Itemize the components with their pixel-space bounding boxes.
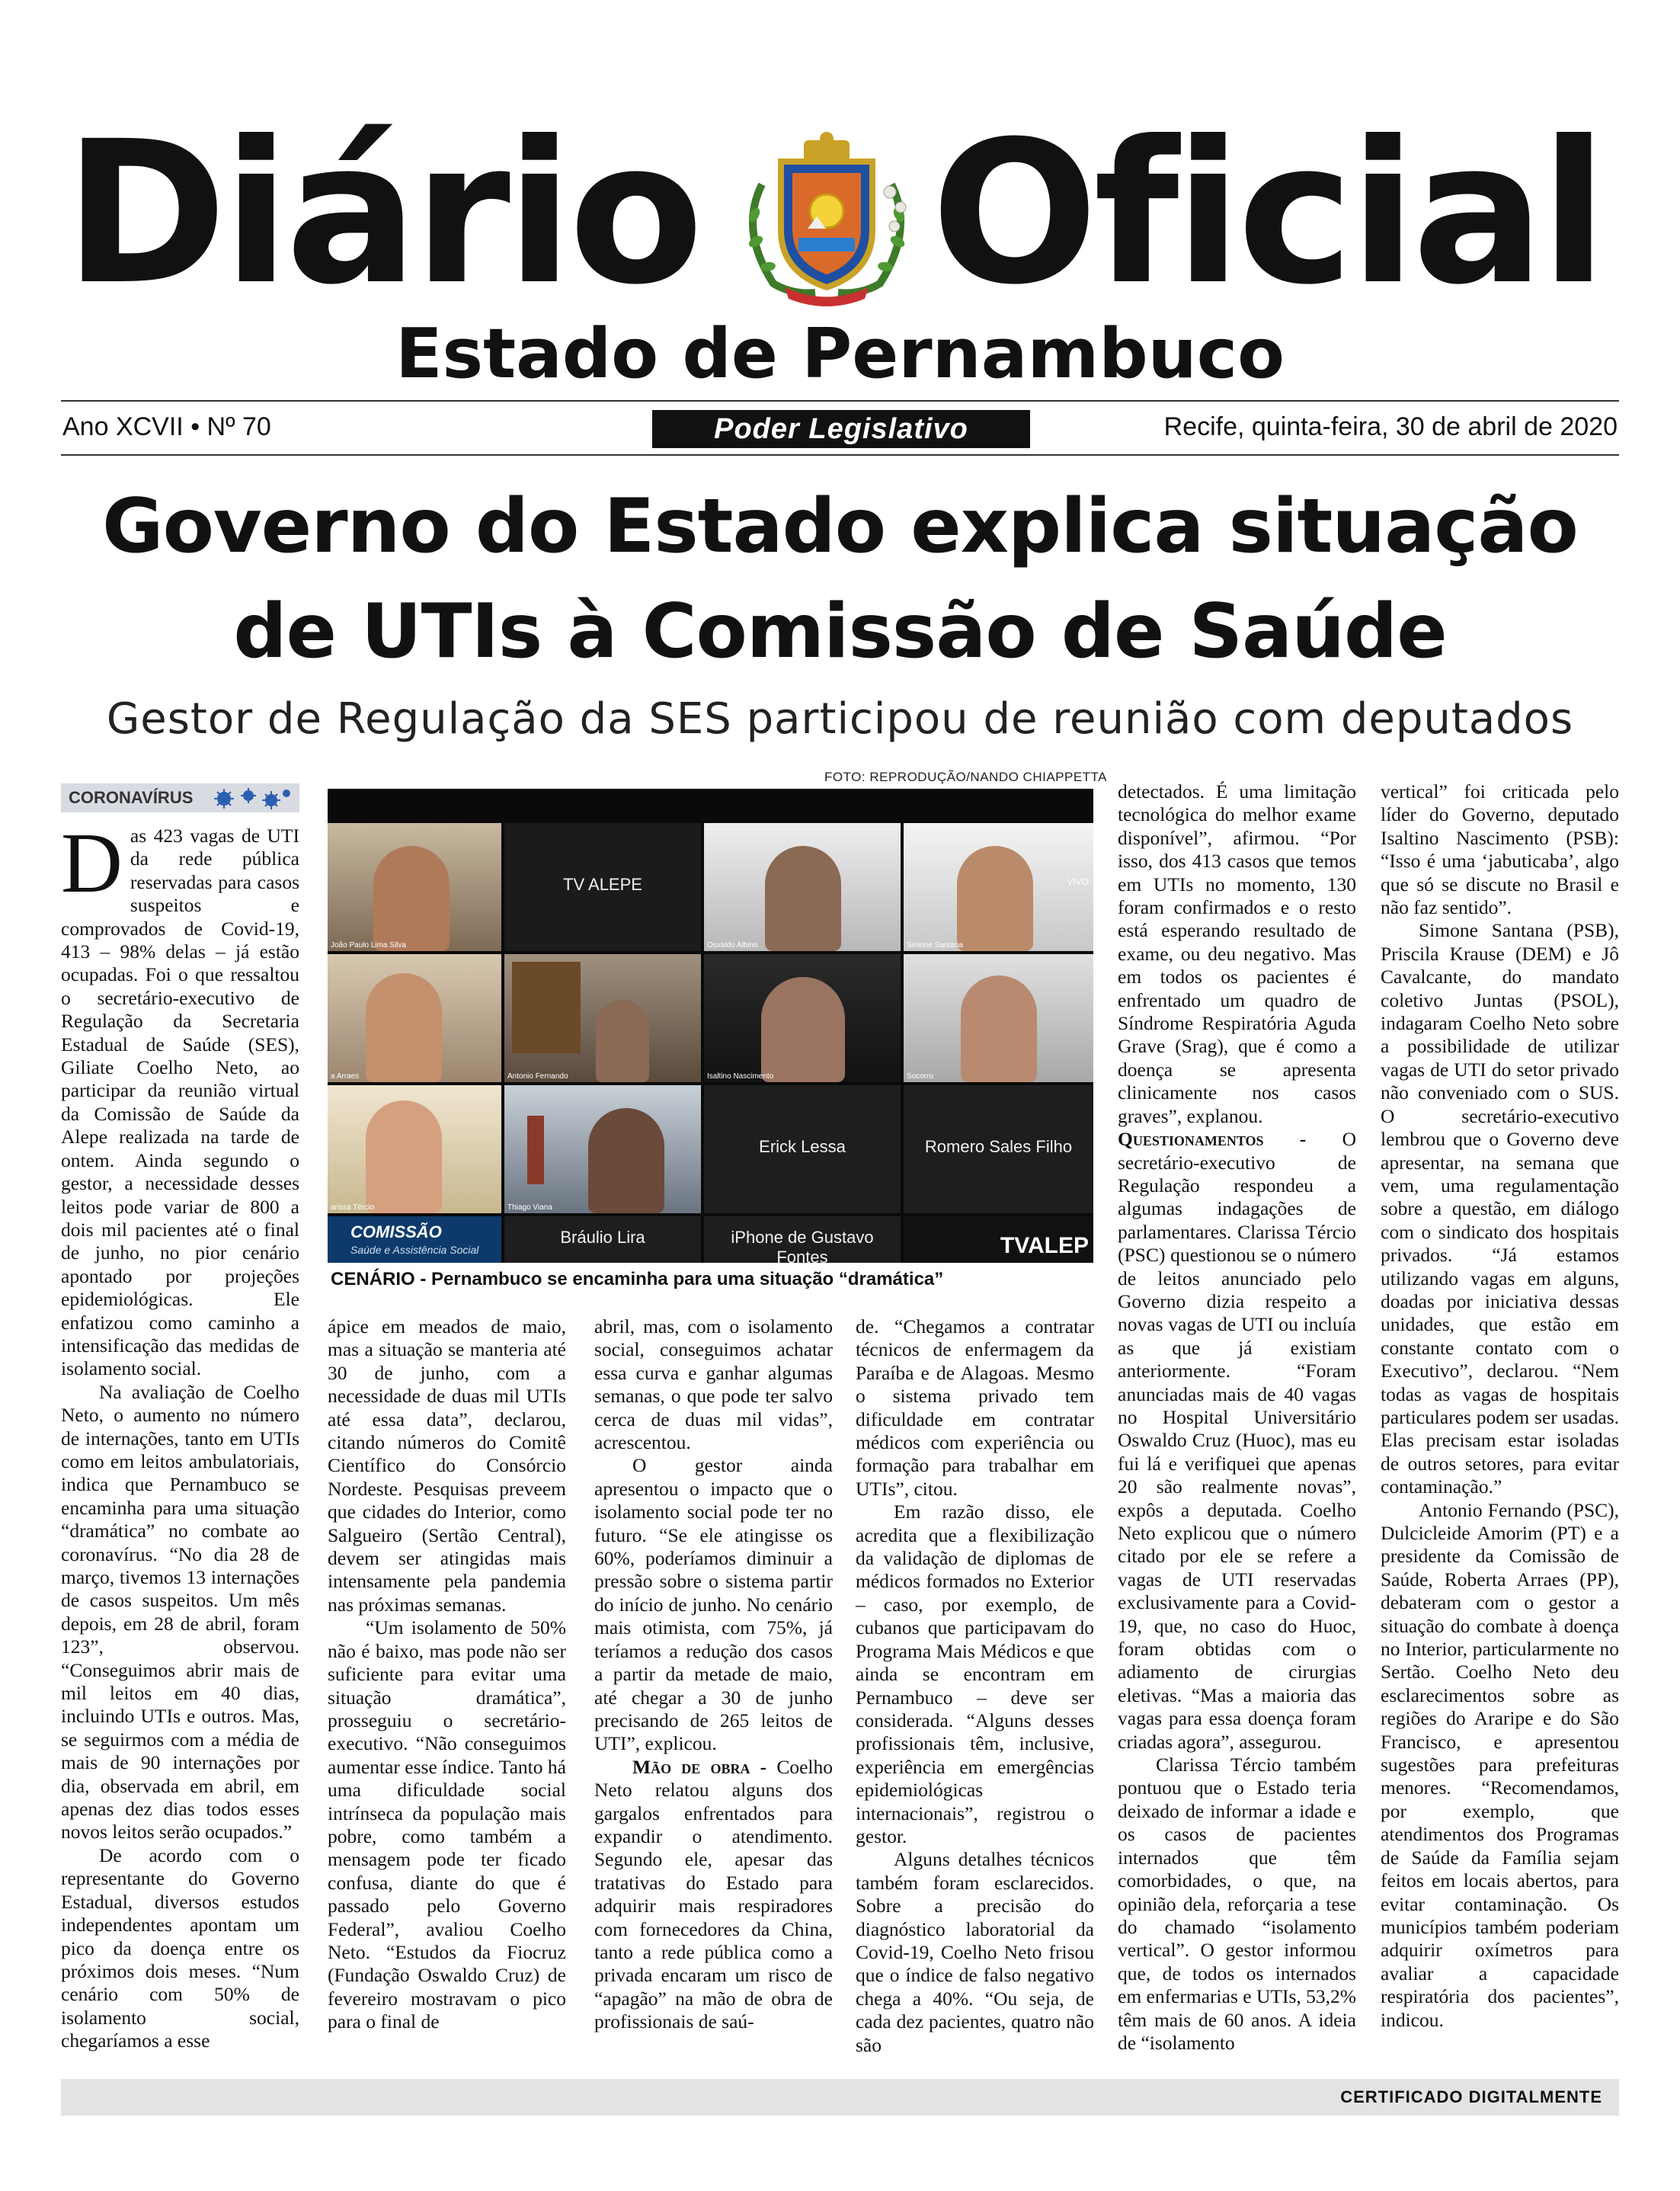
kicker [61, 783, 299, 812]
pernambuco-coat-of-arms-icon [731, 131, 922, 306]
participant-tile [904, 1085, 1093, 1213]
participant-tile [704, 954, 901, 1082]
participant-tile [904, 823, 1093, 951]
banner-subtitle: Saúde e Assistência Social [350, 1244, 479, 1256]
headline-line-1: Governo do Estado explica situação [102, 483, 1578, 570]
participant-name: Osvaldo Albino [707, 941, 758, 950]
participant-tile [704, 823, 901, 951]
drop-cap: D [61, 816, 123, 911]
coronavirus-icon [209, 786, 293, 809]
participant-tile [704, 1085, 901, 1213]
edition-bar [61, 404, 1619, 450]
participant-tile [328, 823, 501, 951]
photo-credit: FOTO: REPRODUÇÃO/NANDO CHIAPPETTA [824, 770, 1108, 784]
tv-logo-tile [904, 1216, 1093, 1263]
participant-name: Thiago Viana [507, 1203, 552, 1212]
masthead-rule-bottom [61, 454, 1619, 456]
article-column-3 [594, 1315, 833, 2034]
watermark-text: VIVO [1067, 876, 1089, 887]
participant-tile [504, 1216, 701, 1263]
dateline: Recife, quinta-feira, 30 de abril de 2020 [1163, 412, 1618, 441]
masthead-word-diario: Diário [64, 99, 699, 328]
kicker-label: CORONAVÍRUS [69, 788, 194, 807]
paragraph-text: O secretário-executivo de Regulação respondeu a algumas indagações de parlamentares. Clarissa Tércio (PSC) questionou se o número de leitos anunciado pelo Governo dizia respeito a novas vagas de UTI ou incluía as que já existiam anteriormente. “Foram anunciadas mais de 40 vagas no Hospital Universitário Oswaldo Cruz (Huoc), mas eu fui lá e verifiquei que apenas 20 são realmente novas”, expôs a deputada. Coelho Neto explicou que o número citado por ele se refere a vagas de UTI reservadas exclusivamente para a Covid-19, que, no caso do Huoc, foram obtidas com o adiamento de cirurgias eletivas. “Mas a maioria das vagas para essa doença foram criadas agora”, assegurou. [1118, 1128, 1356, 1753]
paragraph: ápice em meados de maio, mas a situação se manteria até 30 de junho, com a necessidade de duas mil UTIs até essa data”, declarou, citando números do Comitê Científico do Consórcio Nordeste. Pesquisas preveem que cidades do Interior, como Salgueiro (Sertão Central), devem ser atingidas mais intensamente pela pandemia nas próximas semanas. [328, 1315, 566, 1616]
paragraph [594, 1756, 833, 2034]
participant-name: arissa Tércio [331, 1203, 375, 1212]
article-column-1 [61, 816, 299, 2053]
paragraph [61, 816, 299, 1381]
participant-tile [504, 1085, 701, 1213]
paragraph: Na avaliação de Coelho Neto, o aumento no número de internações, tanto em UTIs como em leitos ambulatoriais, indica que Pernambuco se encaminha para uma situação “dramática” no combate ao coronavírus. “No dia 28 de março, tivemos 13 internações de casos suspeitos. Um mês depois, em 28 de abril, foram 123”, observou. “Conseguimos abrir mais de mil leitos em 40 dias, incluindo UTIs e outros. Mas, se seguirmos com a média de mais de 90 internações por dia, observada em abril, em apenas dez dias todos esses novos leitos serão ocupados.” [61, 1380, 299, 1843]
tile-label: Bráulio Lira [560, 1228, 645, 1247]
participant-name: João Paulo Lima Silva [331, 941, 406, 950]
participant-name: Simone Santana [907, 941, 963, 950]
paragraph: “Um isolamento de 50% não é baixo, mas pode não ser suficiente para evitar uma situação dramática”, prosseguiu o secretário-executivo. “Não conseguimos aumentar esse índice. Tanto há uma dificuldade social intrínseca da população mais pobre, como também a mensagem pode ter ficado confusa, diante do que é passado pelo Governo Federal”, avaliou Coelho Neto. “Estudos da Fiocruz (Fundação Oswaldo Cruz) de fevereiro mostravam o pico para o final de [328, 1616, 566, 2033]
masthead [0, 99, 1680, 328]
subhead: Questionamentos - [1118, 1128, 1307, 1151]
participant-tile [328, 1085, 501, 1213]
paragraph: vertical” foi criticada pelo líder do Governo, deputado Isaltino Nascimento (PSB): “Isso é uma ‘jabuticaba’, algo que só se discute no Brasil e não faz sentido”. [1381, 780, 1619, 919]
participant-tile [904, 954, 1093, 1082]
paragraph: Em razão disso, ele acredita que a flexibilização da validação de diplomas de médicos formados no Exterior – caso, por exemplo, de cubanos que participavam do Programa Mais Médicos e que ainda se encontram em Pernambuco – deve ser considerada. “Alguns desses profissionais têm, inclusive, experiência em emergências epidemiológicas internacionais”, registrou o gestor. [856, 1501, 1094, 1847]
section-label: Poder Legislativo [652, 410, 1030, 448]
paragraph-text: Coelho Neto relatou alguns dos gargalos enfrentados para expandir o atendimento. Segundo ele, apesar das tratativas do Estado para adquirir mais respiradores com fornecedores da China, tanto a rede pública como a privada encaram um risco de “apagão” na mão de obra de profissionais de saú- [594, 1755, 833, 2033]
headline-line-2: de UTIs à Comissão de Saúde [233, 588, 1447, 675]
subhead: Mão de obra - [632, 1755, 767, 1778]
article-column-5 [1118, 780, 1356, 2055]
participant-tile [504, 954, 701, 1082]
paragraph: Antonio Fernando (PSC), Dulcicleide Amorim (PT) e a presidente da Comissão de Saúde, Roberta Arraes (PP), debateram com o gestor a situação do combate à doença no Interior, particularmente no Sertão. Coelho Neto deu esclarecimentos sobre as regiões do Araripe e do São Francisco, e apresentou sugestões para prefeituras menores. “Recomendamos, por exemplo, que atendimentos dos Programas de Saúde da Família sejam feitos em locais abertos, para evitar contaminação. Os municípios também poderiam adquirir oxímetros para avaliar a capacidade respiratória dos pacientes”, indicou. [1381, 1498, 1619, 2031]
paragraph [1118, 1128, 1356, 1754]
edition-number: Ano XCVII • Nº 70 [62, 412, 271, 441]
tile-label: iPhone de Gustavo Fontes [731, 1228, 874, 1263]
paragraph: Alguns detalhes técnicos também foram esclarecidos. Sobre a precisão do diagnóstico laboratorial da Covid-19, Coelho Neto frisou que o índice de falso negativo chega a 40%. “Ou seja, de cada dez pacientes, quatro não são [856, 1848, 1094, 2056]
article-column-2 [328, 1315, 566, 2034]
paragraph-text: as 423 vagas de UTI da rede pública reservadas para casos suspeitos e comprovados de Covid-19, 413 – 98% delas – já estão ocupadas. Foi o que ressaltou o secretário-executivo de Regulação da Secretaria Estadual de Saúde (SES), Giliate Coelho Neto, ao participar da reunião virtual da Comissão de Saúde da Alepe realizada na tarde de ontem. Ainda segundo o gestor, a necessidade desses leitos pode variar de 800 a dois mil pacientes até o final de junho, no pior cenário apontado por projeções epidemiológicas. Ele enfatizou como caminho a intensificação das medidas de isolamento social. [61, 825, 299, 1380]
paragraph: O gestor ainda apresentou o impacto que o isolamento social pode ter no futuro. “Se ele atingisse os 60%, poderíamos diminuir a pressão sobre o sistema partir do início de junho. No cenário mais otimista, com 75%, já teríamos a redução dos casos a partir da metade de maio, até chegar a 30 de junho precisando de 265 leitos de UTI”, explicou. [594, 1454, 833, 1755]
deck: Gestor de Regulação da SES participou de reunião com deputados [106, 694, 1574, 744]
participant-name: Antonio Fernando [507, 1072, 568, 1081]
footer-bar [61, 2079, 1619, 2116]
participant-tile [704, 1216, 901, 1263]
paragraph: De acordo com o representante do Governo Estadual, diversos estudos independentes apontam um pico da doença entre os próximos dois meses. “Num cenário com 50% de isolamento social, chegaríamos a esse [61, 1843, 299, 2052]
photo-caption: CENÁRIO - Pernambuco se encaminha para uma situação “dramática” [331, 1269, 944, 1289]
tile-label: Romero Sales Filho [924, 1137, 1073, 1156]
tv-alepe-logo: TVALEP [1000, 1233, 1089, 1258]
banner-title: COMISSÃO [350, 1222, 442, 1241]
video-conference-photo [328, 789, 1093, 1263]
tile-label: TV ALEPE [563, 875, 642, 894]
masthead-word-oficial: Oficial [931, 99, 1603, 328]
headline [0, 474, 1680, 684]
paragraph: Simone Santana (PSB), Priscila Krause (DEM) e Jô Cavalcante, do mandato coletivo Juntas (PSOL), indagaram Coelho Neto sobre a possibilidade de utilizar vagas de UTI do setor privado não conveniado com o SUS. O secretário-executivo lembrou que o Governo deve apresentar, na semana que vem, uma regulamentação sobre a questão, em diálogo com o sindicato dos hospitais privados. “Já estamos utilizando vagas em alguns, doadas por iniciativa dessas unidades, que estão em constante contato com o Executivo”, declarou. “Nem todas as vagas de hospitais particulares podem ser usadas. Elas precisam estar isoladas de outros setores, para evitar contaminação.” [1381, 919, 1619, 1498]
masthead-rule-top [61, 400, 1619, 402]
participant-name: a Arraes [331, 1072, 360, 1081]
participant-name: Isaltino Nascimento [707, 1072, 774, 1081]
participant-tile [328, 954, 501, 1082]
participant-name: Socorro [907, 1072, 934, 1081]
article-column-6 [1381, 780, 1619, 2032]
tile-label: Erick Lessa [759, 1137, 846, 1156]
article-column-4 [856, 1315, 1094, 2057]
paragraph: detectados. É uma limitação tecnológica do melhor exame disponível”, afirmou. “Por isso, dos 413 casos que temos em UTIs no momento, 130 foram confirmados e o resto está esperando resultado de exame, ou deu negativo. Mas em todos os pacientes é enfrentado um quadro de Síndrome Respiratória Aguda Grave (Srag), que é como a doença se apresenta clinicamente nos casos graves”, explanou. [1118, 780, 1356, 1127]
comissao-banner [328, 1216, 501, 1263]
paragraph: Clarissa Tércio também pontuou que o Estado teria deixado de informar a idade e os casos de pacientes internados que têm comorbidades, o que, na opinião dela, reforçaria a tese do chamado “isolamento vertical”. O gestor informou que, de todos os internados em enfermarias e UTIs, 53,2% têm mais de 60 anos. A ideia de “isolamento [1118, 1754, 1356, 2054]
tv-alepe-tile [504, 823, 701, 951]
masthead-subtitle: Estado de Pernambuco [395, 314, 1285, 394]
digital-certificate-label: CERTIFICADO DIGITALMENTE [1340, 2087, 1602, 2106]
paragraph: abril, mas, com o isolamento social, conseguimos achatar essa curva e ganhar algumas semanas, o que pode ter salvo cerca de duas mil vidas”, acrescentou. [594, 1315, 833, 1454]
paragraph: de. “Chegamos a contratar técnicos de enfermagem da Paraíba e de Alagoas. Mesmo o sistema privado tem dificuldade em contratar médicos com experiência ou formação para trabalhar em UTIs”, citou. [856, 1315, 1094, 1500]
